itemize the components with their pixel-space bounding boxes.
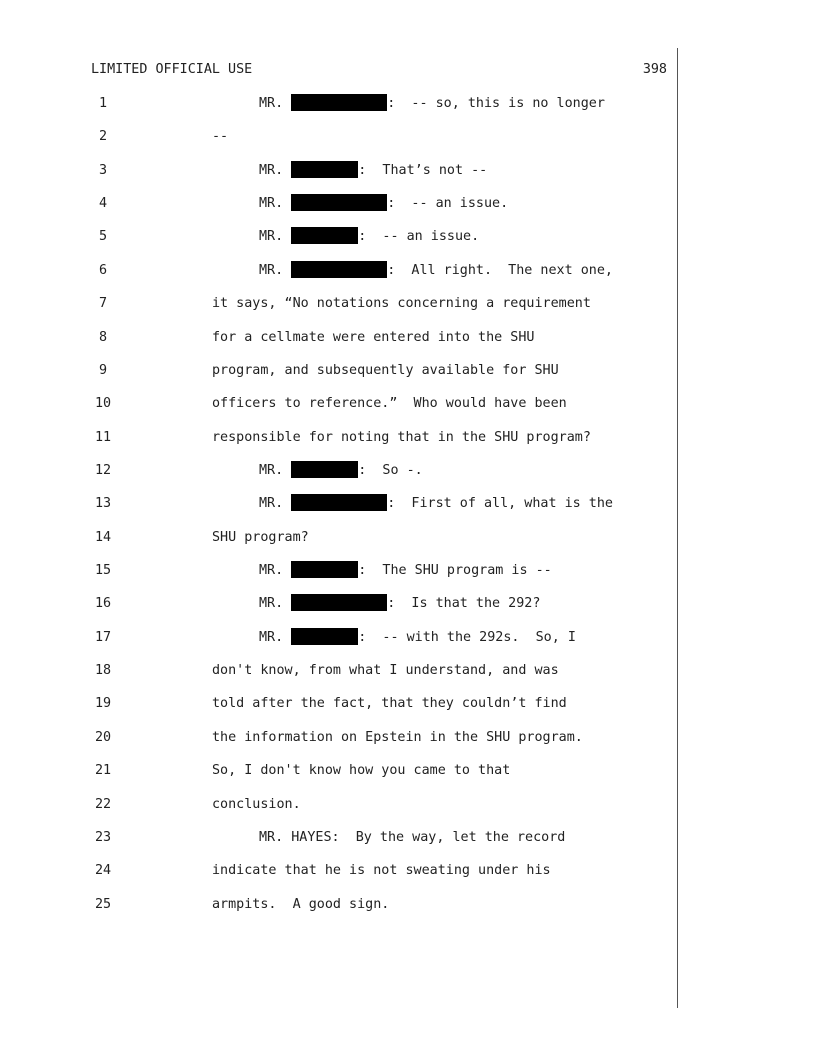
- redaction-block: [291, 628, 358, 645]
- line-number: 1: [98, 96, 108, 111]
- line-number: 2: [98, 129, 108, 145]
- redaction-block: [291, 494, 387, 511]
- redaction-block: [291, 561, 358, 578]
- redaction-block: [291, 261, 387, 278]
- page-number: 398: [642, 62, 667, 77]
- line-number: 20: [94, 729, 112, 745]
- transcript-line: [0, 494, 677, 514]
- redaction-block: [291, 461, 358, 478]
- transcript-line: [0, 294, 677, 314]
- redaction-block: [291, 194, 387, 211]
- line-text: --: [212, 129, 229, 145]
- line-text: MR. : All right. The next one,: [259, 262, 613, 278]
- line-number: 25: [94, 896, 112, 912]
- line-text: armpits. A good sign.: [212, 896, 390, 912]
- line-text: the information on Epstein in the SHU program.: [212, 729, 583, 745]
- line-number: 24: [94, 863, 112, 879]
- line-text: SHU program?: [212, 529, 309, 545]
- transcript-line: [0, 461, 677, 481]
- line-number: 12: [94, 462, 112, 478]
- line-number: 8: [98, 329, 108, 345]
- transcript-line: [0, 828, 677, 848]
- line-number: 9: [98, 362, 108, 378]
- line-number: 18: [94, 663, 112, 679]
- transcript-line: [0, 694, 677, 714]
- redaction-block: [291, 161, 358, 178]
- transcript-line: [0, 361, 677, 381]
- line-number: 10: [94, 396, 112, 412]
- line-number: 21: [94, 763, 112, 779]
- line-number: 17: [94, 629, 112, 645]
- line-text: MR. HAYES: By the way, let the record: [259, 829, 566, 845]
- line-text: program, and subsequently available for SHU: [212, 362, 559, 378]
- line-text: for a cellmate were entered into the SHU: [212, 329, 535, 345]
- transcript-line: [0, 227, 677, 247]
- line-number: 19: [94, 696, 112, 712]
- line-text: MR. : -- with the 292s. So, I: [259, 629, 576, 645]
- transcript-line: [0, 628, 677, 648]
- right-margin-rule: [677, 48, 678, 1008]
- line-text: MR. : -- an issue.: [259, 196, 509, 212]
- transcript-line: [0, 528, 677, 548]
- line-text: officers to reference.” Who would have been: [212, 396, 567, 412]
- line-text: indicate that he is not sweating under his: [212, 863, 551, 879]
- line-number: 22: [94, 796, 112, 812]
- line-text: don't know, from what I understand, and was: [212, 663, 559, 679]
- transcript-line: [0, 428, 677, 448]
- line-text: it says, “No notations concerning a requirement: [212, 296, 591, 312]
- transcript-line: [0, 127, 677, 147]
- line-text: MR. : -- so, this is no longer: [259, 96, 605, 111]
- transcript-line: [0, 795, 677, 815]
- line-text: MR. : First of all, what is the: [259, 496, 613, 512]
- redaction-block: [291, 94, 387, 111]
- line-text: MR. : That’s not --: [259, 162, 488, 178]
- redaction-block: [291, 227, 358, 244]
- transcript-line: [0, 161, 677, 181]
- redaction-block: [291, 594, 387, 611]
- transcript-line: [0, 594, 677, 614]
- line-number: 14: [94, 529, 112, 545]
- line-text: So, I don't know how you came to that: [212, 763, 511, 779]
- page-header: [91, 62, 667, 80]
- line-number: 16: [94, 596, 112, 612]
- line-text: conclusion.: [212, 796, 301, 812]
- line-text: MR. : -- an issue.: [259, 229, 480, 245]
- transcript-line: [0, 661, 677, 681]
- line-number: 5: [98, 229, 108, 245]
- line-number: 7: [98, 296, 108, 312]
- line-number: 11: [94, 429, 112, 445]
- transcript-line: [0, 761, 677, 781]
- transcript-line: [0, 261, 677, 281]
- transcript-line: [0, 728, 677, 748]
- transcript-line: [0, 861, 677, 881]
- transcript-line: [0, 328, 677, 348]
- transcript-line: [0, 561, 677, 581]
- line-number: 23: [94, 829, 112, 845]
- line-number: 6: [98, 262, 108, 278]
- line-text: MR. : The SHU program is --: [259, 563, 552, 579]
- transcript-line: [0, 194, 677, 214]
- transcript-line: [0, 895, 677, 915]
- line-number: 4: [98, 196, 108, 212]
- line-text: MR. : Is that the 292?: [259, 596, 541, 612]
- line-text: MR. : So -.: [259, 462, 423, 478]
- transcript-line: [0, 394, 677, 414]
- line-text: told after the fact, that they couldn’t find: [212, 696, 567, 712]
- line-number: 3: [98, 162, 108, 178]
- line-number: 15: [94, 563, 112, 579]
- transcript-line: [0, 94, 677, 114]
- line-number: 13: [94, 496, 112, 512]
- classification-label: LIMITED OFFICIAL USE: [91, 62, 253, 77]
- line-text: responsible for noting that in the SHU program?: [212, 429, 591, 445]
